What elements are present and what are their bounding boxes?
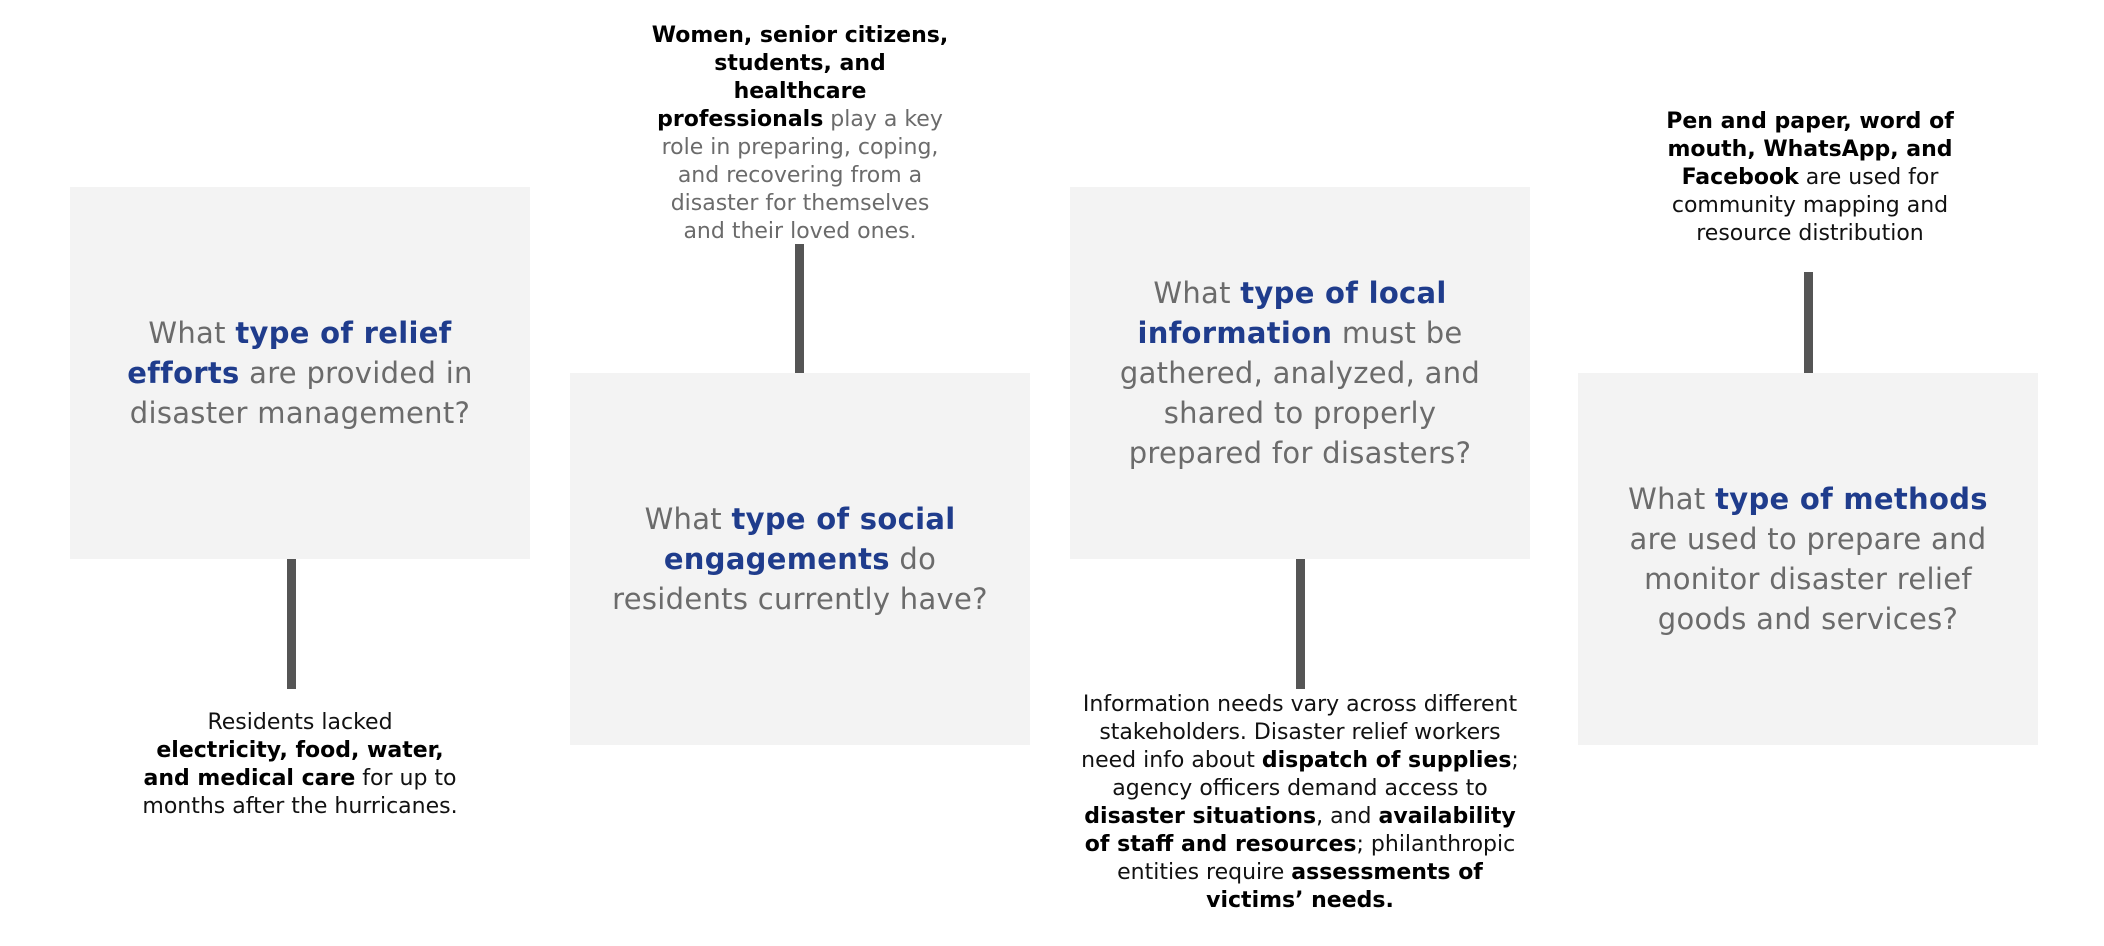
connector-line	[795, 244, 804, 374]
question-card-local-information	[1070, 187, 1530, 559]
question-highlight: type of local information	[1137, 276, 1447, 350]
note-local-information: Information needs vary across different stakeholders. Disaster relief workers need info about dispatch of supplies; agency officers demand access to disaster situations, and availability of staff and resources; philanthropic entities require assessments of victims’ needs.	[1081, 692, 1519, 913]
question-text: What type of relief efforts are provided in disaster management?	[127, 316, 473, 430]
question-text: What type of social engagements do residents currently have?	[612, 502, 988, 616]
question-highlight: type of methods	[1715, 482, 1988, 516]
question-highlight: type of relief efforts	[127, 316, 452, 390]
question-card-relief-efforts	[70, 187, 530, 559]
question-text: What type of local information must be gathered, analyzed, and shared to properly prepared for disasters?	[1119, 276, 1481, 470]
question-text: What type of methods are used to prepare and monitor disaster relief goods and services?	[1628, 482, 1988, 636]
note-social-engagements: Women, senior citizens, students, and healthcare professionals play a key role in preparing, coping, and recovering from a disaster for themselves and their loved ones.	[651, 23, 949, 244]
question-highlight: type of social engagements	[663, 502, 956, 576]
connector-line	[1804, 272, 1813, 374]
connector-line	[287, 559, 296, 689]
connector-line	[1296, 559, 1305, 689]
question-card-methods	[1578, 373, 2038, 745]
note-methods: Pen and paper, word of mouth, WhatsApp, and Facebook are used for community mapping and resource distribution	[1666, 109, 1954, 246]
question-card-social-engagements	[570, 373, 1030, 745]
note-relief-efforts: Residents lacked electricity, food, water, and medical care for up to months after the hurricanes.	[142, 710, 458, 819]
